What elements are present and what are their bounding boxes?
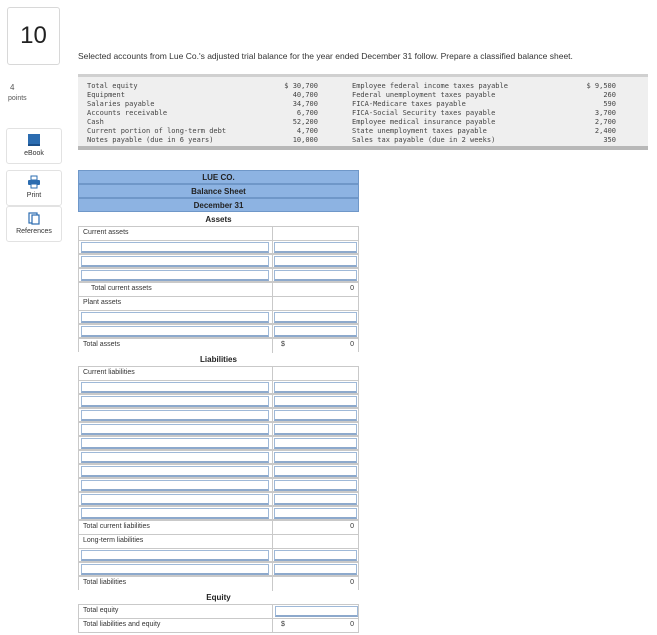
cell-divider <box>272 563 273 575</box>
total-liabilities-equity-value: 0 <box>350 621 354 628</box>
cell-divider <box>272 241 273 253</box>
account-input[interactable] <box>81 564 269 575</box>
left-accounts-column <box>87 82 226 145</box>
amount-cell <box>272 227 358 241</box>
total-current-liabilities-row <box>78 520 359 534</box>
tb-account: Notes payable (due in 6 years) <box>87 136 214 144</box>
print-icon <box>27 175 41 189</box>
tb-amount: 4,700 <box>296 127 318 135</box>
long-term-liability-input-row <box>78 548 359 562</box>
left-amounts-column <box>270 82 318 145</box>
amount-input[interactable] <box>274 564 357 575</box>
dollar-sign: $ <box>281 621 285 628</box>
amount-input[interactable] <box>274 242 357 253</box>
total-liabilities-row <box>78 576 359 590</box>
amount-input[interactable] <box>274 494 357 505</box>
current-liability-input-row <box>78 506 359 520</box>
total-assets-label: Total assets <box>83 341 120 348</box>
company-name: LUE CO. <box>78 170 359 184</box>
current-asset-input-row <box>78 240 359 254</box>
plant-assets-row <box>78 296 359 310</box>
current-asset-input-row <box>78 254 359 268</box>
assets-heading: Assets <box>205 214 232 224</box>
amount-input[interactable] <box>274 326 357 337</box>
plant-assets-label: Plant assets <box>83 299 122 306</box>
tb-account: Sales tax payable (due in 2 weeks) <box>352 136 496 144</box>
total-current-assets-value: 0 <box>350 285 354 292</box>
amount-input[interactable] <box>274 382 357 393</box>
cell-divider <box>272 437 273 449</box>
question-number: 10 <box>20 22 47 49</box>
account-input[interactable] <box>81 396 269 407</box>
tb-account: Current portion of long-term debt <box>87 127 227 135</box>
account-input[interactable] <box>81 326 269 337</box>
current-liabilities-row <box>78 366 359 380</box>
current-liability-input-row <box>78 422 359 436</box>
total-liabilities-value: 0 <box>350 579 354 586</box>
account-input[interactable] <box>81 270 269 281</box>
points-label: points <box>8 95 27 102</box>
tb-account: Cash <box>87 118 104 126</box>
tb-amount: 260 <box>603 91 616 99</box>
tb-account: Federal unemployment taxes payable <box>352 91 496 99</box>
print-label: Print <box>26 192 42 199</box>
print-button[interactable] <box>6 170 62 206</box>
amount-input[interactable] <box>274 396 357 407</box>
amount-input[interactable] <box>274 466 357 477</box>
plant-asset-input-row <box>78 310 359 324</box>
ebook-button[interactable] <box>6 128 62 164</box>
tb-account: State unemployment taxes payable <box>352 127 487 135</box>
right-amounts-column <box>568 82 616 145</box>
current-liability-input-row <box>78 436 359 450</box>
amount-cell <box>272 283 358 297</box>
tb-account: Salaries payable <box>87 100 155 108</box>
amount-input[interactable] <box>274 256 357 267</box>
account-input[interactable] <box>81 312 269 323</box>
amount-cell <box>272 577 358 591</box>
current-assets-row <box>78 226 359 240</box>
account-input[interactable] <box>81 508 269 519</box>
equity-heading: Equity <box>206 592 231 602</box>
references-icon <box>27 211 41 225</box>
tb-amount: 2,400 <box>594 127 616 135</box>
amount-input[interactable] <box>274 424 357 435</box>
total-equity-input[interactable] <box>275 606 358 617</box>
cell-divider <box>272 269 273 281</box>
current-liability-input-row <box>78 408 359 422</box>
current-liability-input-row <box>78 492 359 506</box>
account-input[interactable] <box>81 424 269 435</box>
tb-amount: 2,700 <box>594 118 616 126</box>
account-input[interactable] <box>81 242 269 253</box>
plant-asset-input-row <box>78 324 359 338</box>
tb-account: Employee federal income taxes payable <box>352 82 508 90</box>
amount-cell <box>272 605 358 619</box>
cell-divider <box>272 311 273 323</box>
amount-cell <box>272 297 358 311</box>
account-input[interactable] <box>81 438 269 449</box>
tb-account: FICA-Medicare taxes payable <box>352 100 466 108</box>
total-liabilities-equity-row <box>78 618 359 633</box>
trial-balance-table <box>78 74 648 150</box>
cell-divider <box>272 507 273 519</box>
liabilities-heading: Liabilities <box>200 354 237 364</box>
amount-cell <box>272 521 358 535</box>
cell-divider <box>272 423 273 435</box>
long-term-liabilities-row <box>78 534 359 548</box>
amount-cell <box>272 339 358 353</box>
cell-divider <box>272 395 273 407</box>
amount-input[interactable] <box>274 438 357 449</box>
current-liability-input-row <box>78 450 359 464</box>
current-liability-input-row <box>78 478 359 492</box>
cell-divider <box>272 381 273 393</box>
statement-date: December 31 <box>78 198 359 212</box>
current-liability-input-row <box>78 394 359 408</box>
cell-divider <box>272 549 273 561</box>
account-input[interactable] <box>81 382 269 393</box>
amount-input[interactable] <box>274 312 357 323</box>
cell-divider <box>272 451 273 463</box>
current-assets-label: Current assets <box>83 229 129 236</box>
account-input[interactable] <box>81 466 269 477</box>
long-term-liability-input-row <box>78 562 359 576</box>
total-assets-value: 0 <box>350 341 354 348</box>
table-top-border <box>78 74 648 77</box>
tb-amount: 6,700 <box>296 109 318 117</box>
cell-divider <box>272 479 273 491</box>
total-liabilities-equity-label: Total liabilities and equity <box>83 621 161 628</box>
current-asset-input-row <box>78 268 359 282</box>
account-input[interactable] <box>81 256 269 267</box>
tb-amount: 10,000 <box>292 136 318 144</box>
statement-title: Balance Sheet <box>78 184 359 198</box>
amount-input[interactable] <box>274 550 357 561</box>
ebook-icon <box>27 133 41 147</box>
total-current-assets-label: Total current assets <box>91 285 152 292</box>
cell-divider <box>272 325 273 337</box>
total-equity-row <box>78 604 359 618</box>
dollar-sign: $ <box>281 341 285 348</box>
current-liabilities-label: Current liabilities <box>83 369 135 376</box>
amount-input[interactable] <box>274 480 357 491</box>
account-input[interactable] <box>81 494 269 505</box>
points-value: 4 <box>10 83 15 92</box>
amount-cell <box>272 619 358 633</box>
tb-amount: 52,200 <box>292 118 318 126</box>
total-equity-label: Total equity <box>83 607 119 614</box>
tb-account: FICA-Social Security taxes payable <box>352 109 496 117</box>
current-liability-input-row <box>78 380 359 394</box>
total-current-liabilities-label: Total current liabilities <box>83 523 150 530</box>
total-assets-row <box>78 338 359 352</box>
cell-divider <box>272 465 273 477</box>
tb-amount: 350 <box>603 136 616 144</box>
account-input[interactable] <box>81 480 269 491</box>
question-prompt: Selected accounts from Lue Co.'s adjusted trial balance for the year ended December 31 follow. Prepare a classified balance sheet. <box>78 51 573 61</box>
ebook-label: eBook <box>24 150 44 157</box>
amount-cell <box>272 367 358 381</box>
references-label: References <box>16 228 52 235</box>
total-current-assets-row <box>78 282 359 296</box>
current-liability-input-row <box>78 464 359 478</box>
account-input[interactable] <box>81 550 269 561</box>
total-liabilities-label: Total liabilities <box>83 579 127 586</box>
cell-divider <box>272 493 273 505</box>
amount-cell <box>272 535 358 549</box>
tb-account: Equipment <box>87 91 125 99</box>
amount-input[interactable] <box>274 452 357 463</box>
tb-amount: 3,700 <box>594 109 616 117</box>
total-current-liabilities-value: 0 <box>350 523 354 530</box>
amount-input[interactable] <box>274 410 357 421</box>
references-button[interactable] <box>6 206 62 242</box>
long-term-liabilities-label: Long-term liabilities <box>83 537 144 544</box>
tb-amount: 34,700 <box>292 100 318 108</box>
question-number-box <box>7 7 60 65</box>
cell-divider <box>272 409 273 421</box>
tb-amount: $ 30,700 <box>284 82 318 90</box>
amount-input[interactable] <box>274 270 357 281</box>
tb-amount: 40,700 <box>292 91 318 99</box>
right-accounts-column <box>352 82 508 145</box>
tb-account: Accounts receivable <box>87 109 168 117</box>
balance-sheet-form <box>78 170 359 634</box>
account-input[interactable] <box>81 452 269 463</box>
account-input[interactable] <box>81 410 269 421</box>
tb-account: Total equity <box>87 82 138 90</box>
tb-amount: $ 9,500 <box>586 82 616 90</box>
amount-input[interactable] <box>274 508 357 519</box>
cell-divider <box>272 255 273 267</box>
tb-amount: 590 <box>603 100 616 108</box>
tb-account: Employee medical insurance payable <box>352 118 496 126</box>
